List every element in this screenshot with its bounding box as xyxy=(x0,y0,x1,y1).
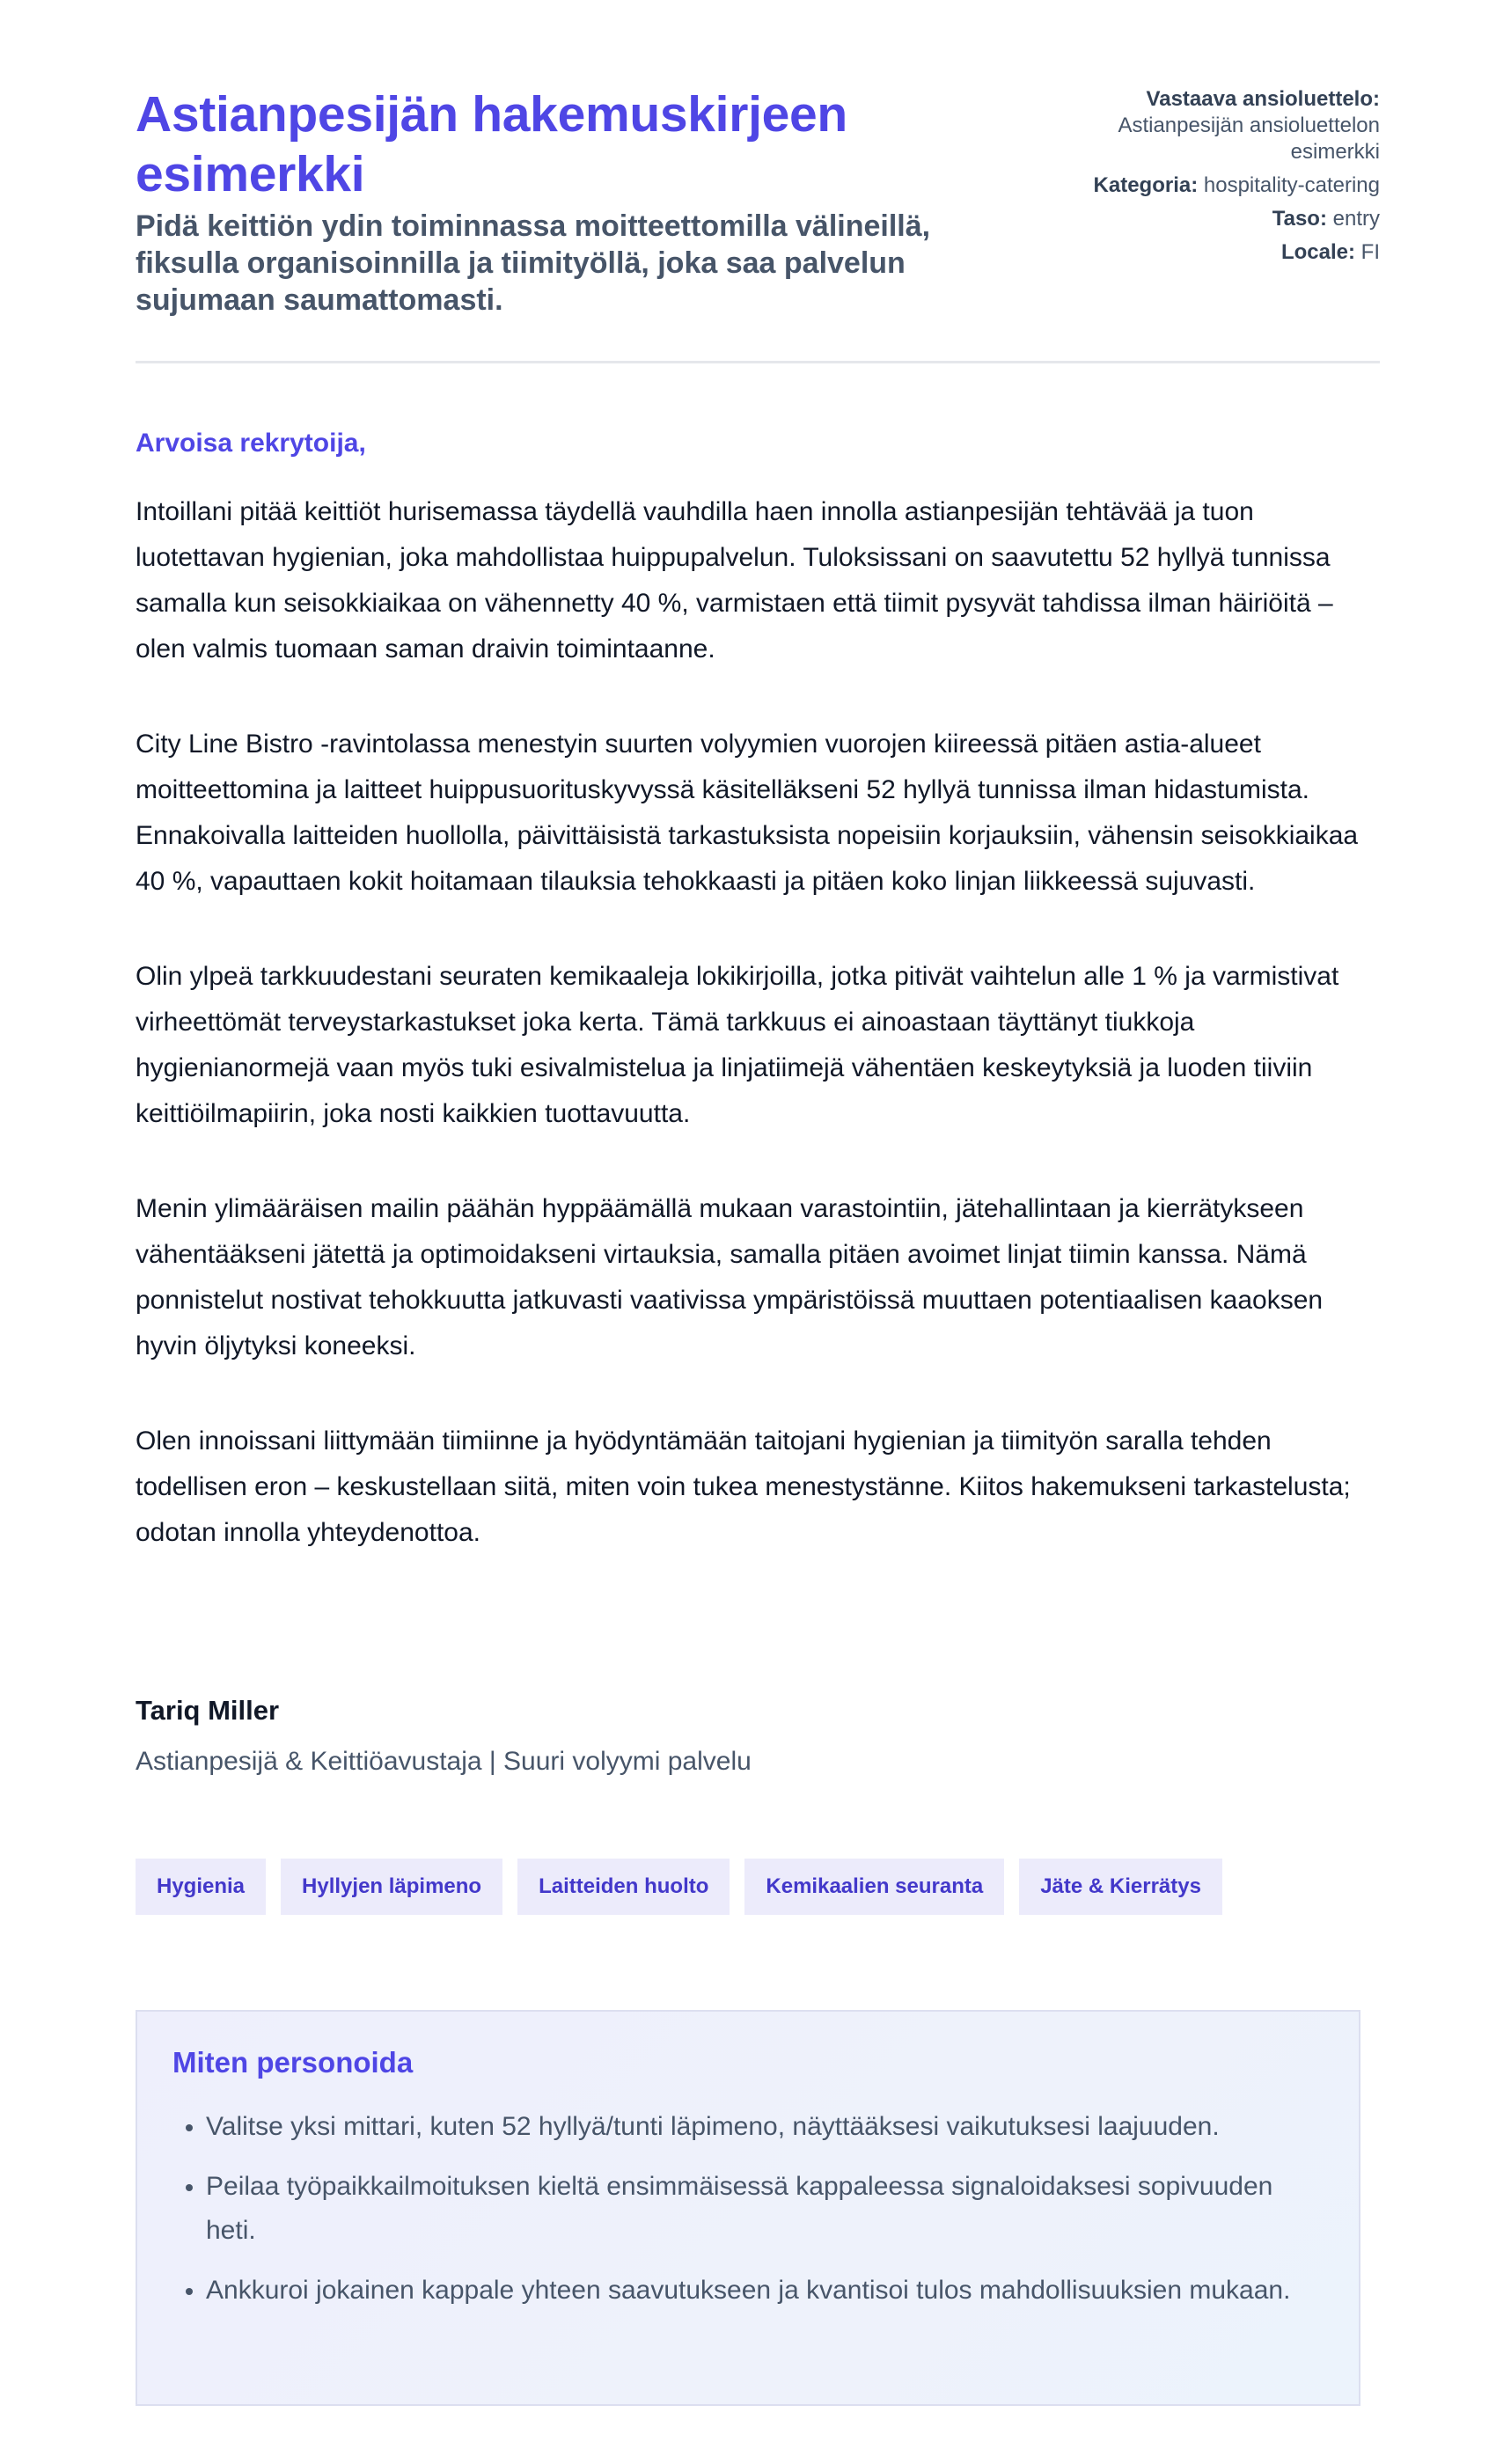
page-header xyxy=(136,84,1380,319)
tips-list xyxy=(172,2105,1324,2313)
letter-paragraph: Intoillani pitää keittiöt hurisemassa täydellä vauhdilla haen innolla astianpesijän tehtävää ja tuon luotettavan hygienian, joka mahdollistaa huippupalvelun. Tuloksissani on saavutettu 52 hyllyä tunnissa samalla kun seisokkiaikaa on vähennetty 40 %, varmistaen että tiimit pysyvät tahdissa ilman häiriöitä – olen valmis tuomaan saman draivin toimintaanne. xyxy=(136,497,1333,664)
tip-item: • Ankkuroi jokainen kappale yhteen saavutukseen ja kvantisoi tulos mahdollisuuksien mukaan. xyxy=(206,2269,1324,2313)
meta-locale xyxy=(1089,239,1380,266)
tip-item: • Peilaa työpaikkailmoituksen kieltä ensimmäisessä kappaleessa signaloidaksesi sopivuuden heti. xyxy=(206,2165,1324,2253)
skill-tag: Kemikaalien seuranta xyxy=(744,1859,1004,1915)
meta-resume-label: Vastaava ansioluettelo: xyxy=(1146,87,1380,111)
meta-level-value: entry xyxy=(1332,207,1380,231)
signature-title: Astianpesijä & Keittiöavustaja | Suuri volyymi palvelu xyxy=(136,1747,752,1776)
meta-category-label: Kategoria: xyxy=(1093,173,1199,197)
meta-locale-label: Locale: xyxy=(1280,240,1355,264)
tips-title: Miten personoida xyxy=(172,2046,414,2079)
skill-tag: Hygienia xyxy=(136,1859,266,1915)
title-block xyxy=(136,84,1016,319)
personalization-tips xyxy=(136,2010,1360,2406)
letter-paragraph: Olen innoissani liittymään tiimiinne ja hyödyntämään taitojani hygienian ja tiimityön saralla tehden todellisen eron – keskustellaan siitä, miten voin tukea menestystänne. Kiitos hakemukseni tarkastelusta; odotan innolla yhteydenottoa. xyxy=(136,1426,1351,1547)
signature-block xyxy=(136,1691,1380,1781)
page-title: Astianpesijän hakemuskirjeen esimerkki xyxy=(136,86,847,202)
skill-tags xyxy=(136,1859,1222,1915)
letter-paragraph: City Line Bistro -ravintolassa menestyin suurten volyymien vuorojen kiireessä pitäen astia-alueet moitteettomina ja laitteet huippusuorituskyvyssä käsitelläkseni 52 hyllyä tunnissa ilman hidastumista. Ennakoivalla laitteiden huollolla, päivittäisistä tarkastuksista nopeisiin korjauksiin, vähensin seisokkiaikaa 40 %, vapauttaen kokit hoitamaan tilauksia tehokkaasti ja pitäen koko linjan liikkeessä sujuvasti. xyxy=(136,730,1359,896)
meta-resume xyxy=(1089,86,1380,165)
skill-tag: Jäte & Kierrätys xyxy=(1019,1859,1222,1915)
meta-panel xyxy=(1089,86,1380,273)
signature-name: Tariq Miller xyxy=(136,1695,280,1726)
skill-tag: Hyllyjen läpimeno xyxy=(281,1859,502,1915)
meta-category-value: hospitality-catering xyxy=(1203,173,1380,197)
letter-paragraph: Menin ylimääräisen mailin päähän hyppäämällä mukaan varastointiin, jätehallintaan ja kierrätykseen vähentääkseni jätettä ja optimoidakseni virtauksia, samalla pitäen avoimet linjat tiimin kanssa. Nämä ponnistelut nostivat tehokkuutta jatkuvasti vaativissa ympäristöissä muuttaen potentiaalisen kaaoksen hyvin öljytyksi koneeksi. xyxy=(136,1194,1324,1360)
meta-level-label: Taso: xyxy=(1272,207,1327,231)
header-divider xyxy=(136,361,1380,363)
meta-resume-value: Astianpesijän ansioluettelon esimerkki xyxy=(1118,114,1380,164)
skill-tag: Laitteiden huolto xyxy=(517,1859,730,1915)
letter-paragraph: Olin ylpeä tarkkuudestani seuraten kemikaaleja lokikirjoilla, jotka pitivät vaihtelun alle 1 % ja varmistivat virheettömät terveystarkastukset joka kerta. Tämä tarkkuus ei ainoastaan täyttänyt tiukkoja hygienianormejä vaan myös tuki esivalmistelua ja linjatiimejä vähentäen keskeytyksiä ja luoden tiiviin keittiöilmapiirin, joka nosti kaikkien tuottavuutta. xyxy=(136,962,1339,1128)
tip-item: • Valitse yksi mittari, kuten 52 hyllyä/tunti läpimeno, näyttääksesi vaikutuksesi laajuuden. xyxy=(206,2105,1324,2149)
meta-level xyxy=(1089,206,1380,232)
letter-greeting: Arvoisa rekrytoija, xyxy=(136,429,366,458)
letter-body xyxy=(136,421,1380,1605)
page-subtitle: Pidä keittiön ydin toiminnassa moitteettomilla välineillä, fiksulla organisoinnilla ja tiimityöllä, joka saa palvelun sujumaan saumattomasti. xyxy=(136,209,931,317)
meta-category xyxy=(1089,172,1380,199)
meta-locale-value: FI xyxy=(1360,240,1380,264)
